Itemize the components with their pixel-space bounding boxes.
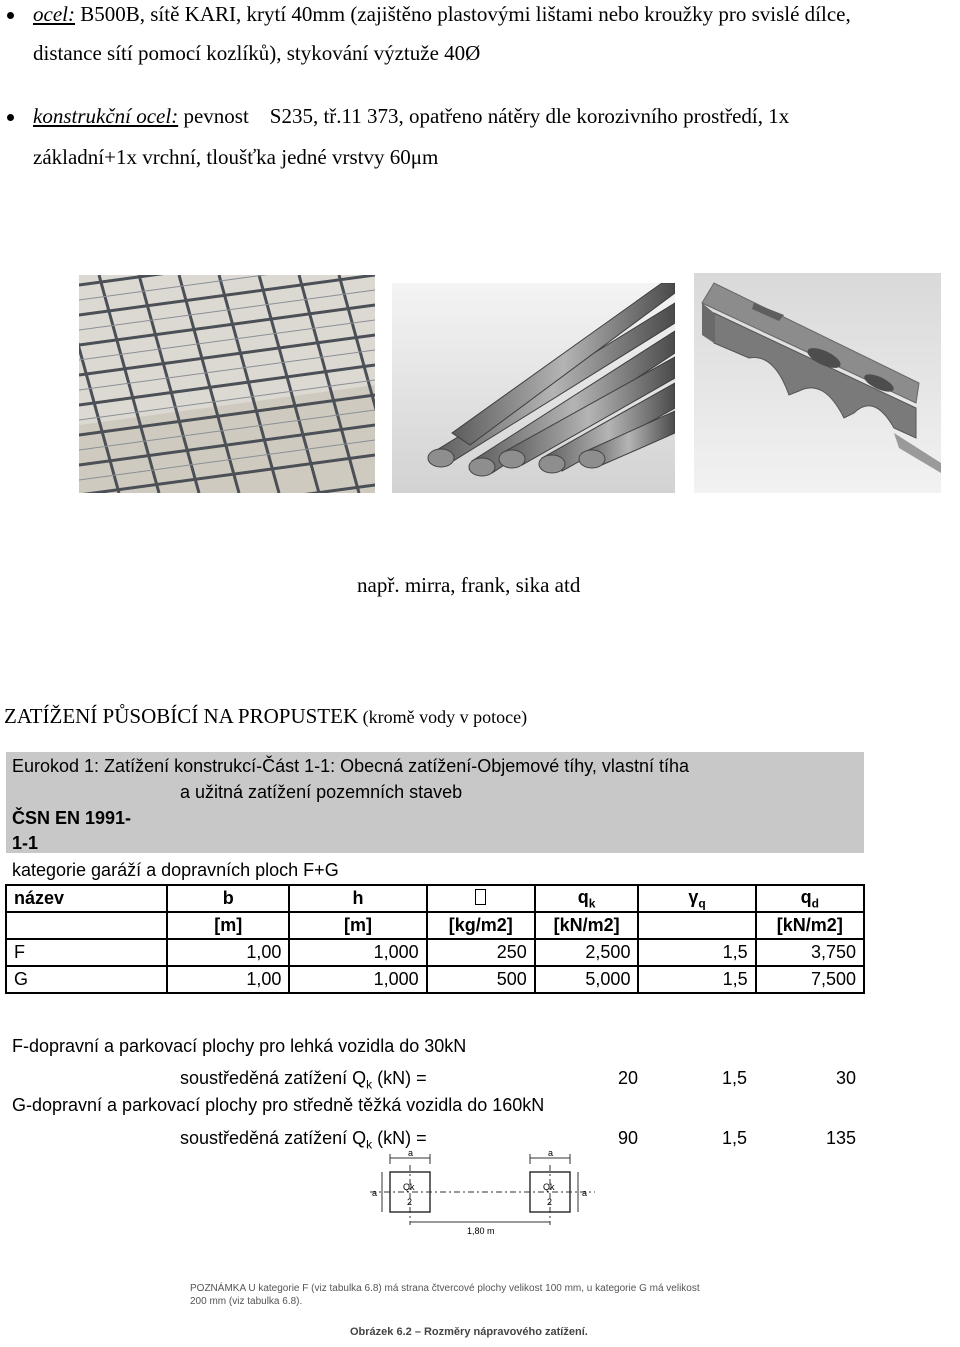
category-label: kategorie garáží a dopravních ploch F+G (12, 860, 339, 880)
table-unit-cell: [kN/m2] (756, 912, 864, 939)
table-unit-cell: [m] (167, 912, 289, 939)
table-cell: 2,500 (535, 939, 639, 966)
category-g-load-label: soustředěná zatížení $Q_k$ (kN) = (180, 1128, 427, 1152)
section-heading (4, 703, 527, 730)
table-unit-cell (6, 912, 167, 939)
table-cell: 7,500 (756, 966, 864, 993)
dim-a-label: a (408, 1150, 414, 1158)
category-g-load-factor: 1,5 (721, 1128, 747, 1148)
bullet-text: pevnost S235, tř.11 373, opatřeno nátěry dle korozivního prostředí, 1x (178, 104, 790, 128)
category-g-load-value: 90 (617, 1128, 638, 1148)
bullet-line-continued: základní+1x vrchní, tloušťka jedné vrstvy 60μm (33, 145, 439, 169)
loads-table (5, 884, 865, 994)
table-header-cell: $q_d$ (756, 885, 864, 912)
category-f-load-factor: 1,5 (721, 1068, 747, 1088)
photo-caption: např. mirra, frank, sika atd (357, 573, 581, 597)
category-f-load-design: 30 (835, 1068, 856, 1088)
rebar-photo (392, 283, 675, 493)
table-header-cell: název (6, 885, 167, 912)
eurocode-title-continued: a užitná zatížení pozemních staveb (180, 782, 463, 802)
bullet-label: konstrukční ocel: (33, 104, 179, 128)
dim-a-label: a (372, 1188, 378, 1198)
spacer-image (694, 273, 941, 493)
table-cell: G (6, 966, 167, 993)
missing-glyph-icon (475, 889, 486, 905)
bullet-line (33, 2, 851, 26)
table-cell: F (6, 939, 167, 966)
category-f-load-value: 20 (617, 1068, 638, 1088)
table-cell: 500 (427, 966, 535, 993)
section-title: ZATÍŽENÍ PŮSOBÍCÍ NA PROPUSTEK (4, 704, 359, 728)
section-subtitle: (kromě vody v potoce) (358, 707, 528, 727)
bullet-marker (7, 114, 14, 121)
table-unit-cell: [kN/m2] (535, 912, 639, 939)
table-cell: 3,750 (756, 939, 864, 966)
table-cell: 250 (427, 939, 535, 966)
category-g-load-design: 135 (825, 1128, 856, 1148)
table-cell: 1,5 (638, 939, 755, 966)
table-header-cell: $q_k$ (535, 885, 639, 912)
mesh-image (79, 275, 375, 493)
table-header-cell: h (289, 885, 426, 912)
table-header-cell (427, 885, 535, 912)
table-header-cell: b (167, 885, 289, 912)
table-units-row (6, 912, 864, 939)
qk-divisor: 2 (407, 1197, 413, 1207)
category-f-description: F-dopravní a parkovací plochy pro lehká vozidla do 30kN (12, 1036, 467, 1056)
bullet-line-continued: distance sítí pomocí kozlíků), stykování výztuže 40Ø (33, 41, 481, 65)
table-cell: 1,5 (638, 966, 755, 993)
table-unit-cell (638, 912, 755, 939)
dim-a-label: a (582, 1188, 588, 1198)
mesh-photo (79, 275, 375, 493)
table-header-cell: $\gamma_q$ (638, 885, 755, 912)
table-row (6, 939, 864, 966)
bullet-label: ocel: (33, 2, 75, 26)
dim-a-label: a (548, 1150, 554, 1158)
category-g-description: G-dopravní a parkovací plochy pro středně těžká vozidla do 160kN (12, 1095, 545, 1115)
spacer-photo (694, 273, 941, 493)
axle-load-diagram (370, 1150, 600, 1240)
table-cell: 1,00 (167, 939, 289, 966)
qk-divisor: 2 (547, 1197, 553, 1207)
bullet-marker (7, 12, 14, 19)
qk-label: Qk (403, 1182, 415, 1192)
table-unit-cell: [m] (289, 912, 426, 939)
norm-code: ČSN EN 1991- (12, 808, 132, 828)
figure-note: POZNÁMKA U kategorie F (viz tabulka 6.8) má strana čtvercové plochy velikost 100 mm, u kategorie G má velikost (190, 1283, 700, 1294)
table-cell: 1,000 (289, 966, 426, 993)
eurocode-title: Eurokod 1: Zatížení konstrukcí-Část 1-1: Obecná zatížení-Objemové tíhy, vlastní tíha (12, 756, 689, 776)
rebar-image (392, 283, 675, 493)
table-cell: 1,00 (167, 966, 289, 993)
category-f-load-label: soustředěná zatížení $Q_k$ (kN) = (180, 1068, 427, 1092)
qk-label: Qk (543, 1182, 555, 1192)
bullet-text: B500B, sítě KARI, krytí 40mm (zajištěno plastovými lištami nebo kroužky pro svislé dílce, (80, 2, 851, 26)
table-header-row (6, 885, 864, 912)
figure-caption: Obrázek 6.2 – Rozměry nápravového zatížení. (350, 1326, 588, 1338)
table-cell: 1,000 (289, 939, 426, 966)
dim-length-label: 1,80 m (467, 1226, 495, 1236)
table-row (6, 966, 864, 993)
bullet-line (33, 104, 789, 128)
norm-code-part: 1-1 (12, 833, 39, 853)
figure-note-continued: 200 mm (viz tabulka 6.8). (190, 1296, 303, 1307)
table-unit-cell: [kg/m2] (427, 912, 535, 939)
table-cell: 5,000 (535, 966, 639, 993)
